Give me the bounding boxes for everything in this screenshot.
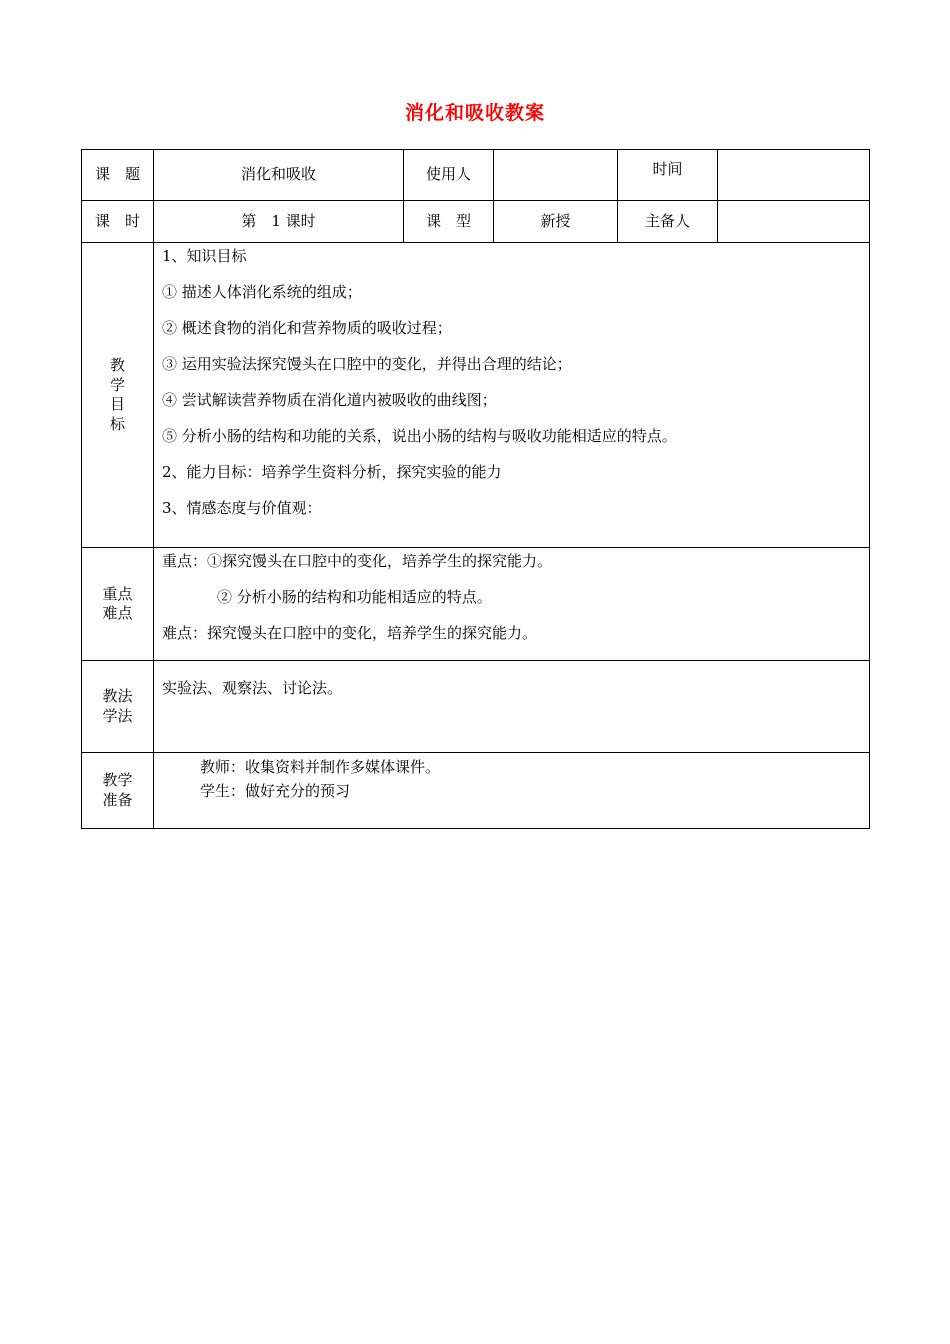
objectives-row — [82, 243, 870, 548]
key-points-label-line: 重点 — [102, 584, 133, 603]
objective-line: ⑤ 分析小肠的结构和功能的关系，说出小肠的结构与吸收功能相适应的特点。 — [162, 427, 677, 445]
type-label: 课 型 — [404, 201, 494, 243]
preparer-value — [718, 201, 870, 243]
student-preparation: 学生：做好充分的预习 — [200, 782, 351, 800]
type-value: 新授 — [494, 201, 618, 243]
preparation-label — [82, 753, 154, 829]
objectives-label-char: 学 — [109, 375, 125, 394]
user-label: 使用人 — [404, 150, 494, 201]
objective-line: ③ 运用实验法探究馒头在口腔中的变化，并得出合理的结论； — [162, 355, 572, 373]
subject-value: 消化和吸收 — [154, 150, 404, 201]
objectives-label-char: 目 — [109, 395, 125, 413]
lesson-plan-table — [81, 149, 870, 829]
period-label: 课 时 — [82, 201, 154, 243]
teacher-preparation: 教师：收集资料并制作多媒体课件。 — [200, 758, 441, 776]
objectives-label — [82, 243, 154, 548]
key-points-content — [154, 548, 870, 661]
focus-point-1: 重点：①探究馒头在口腔中的变化，培养学生的探究能力。 — [162, 552, 553, 570]
subject-label: 课 题 — [82, 150, 154, 201]
objectives-label-char: 标 — [109, 414, 125, 433]
preparation-label-line: 教学 — [102, 771, 133, 789]
preparer-label: 主备人 — [618, 201, 718, 243]
period-value: 第 1 课时 — [154, 201, 404, 243]
key-points-label — [82, 548, 154, 661]
methods-label-line: 教法 — [102, 687, 133, 705]
difficulty-point: 难点：探究馒头在口腔中的变化，培养学生的探究能力。 — [162, 624, 538, 642]
objective-line: ① 描述人体消化系统的组成； — [162, 283, 362, 301]
objective-line: 3、情感态度与价值观： — [162, 499, 322, 517]
key-points-label-line: 难点 — [102, 604, 133, 622]
preparation-content — [154, 753, 870, 829]
focus-point-2: ② 分析小肠的结构和功能相适应的特点。 — [217, 588, 492, 606]
preparation-label-line: 准备 — [102, 790, 133, 809]
document-title: 消化和吸收教案 — [404, 102, 545, 124]
user-value — [494, 150, 618, 201]
methods-label-line: 学法 — [102, 706, 133, 725]
header-row-1 — [82, 150, 870, 201]
objectives-label-char: 教 — [109, 356, 125, 374]
key-points-row — [82, 548, 870, 661]
objective-line: 2、能力目标：培养学生资料分析，探究实验的能力 — [162, 463, 502, 481]
methods-content — [154, 661, 870, 753]
objective-line: ② 概述食物的消化和营养物质的吸收过程； — [162, 319, 452, 337]
methods-row — [82, 661, 870, 753]
methods-value: 实验法、观察法、讨论法。 — [162, 679, 343, 697]
preparation-row — [82, 753, 870, 829]
objective-line: ④ 尝试解读营养物质在消化道内被吸收的曲线图； — [162, 391, 497, 409]
header-row-2 — [82, 201, 870, 243]
objectives-content — [154, 243, 870, 548]
objective-line: 1、知识目标 — [162, 247, 247, 265]
time-value — [718, 150, 870, 201]
methods-label — [82, 661, 154, 753]
time-label: 时间 — [618, 150, 718, 201]
